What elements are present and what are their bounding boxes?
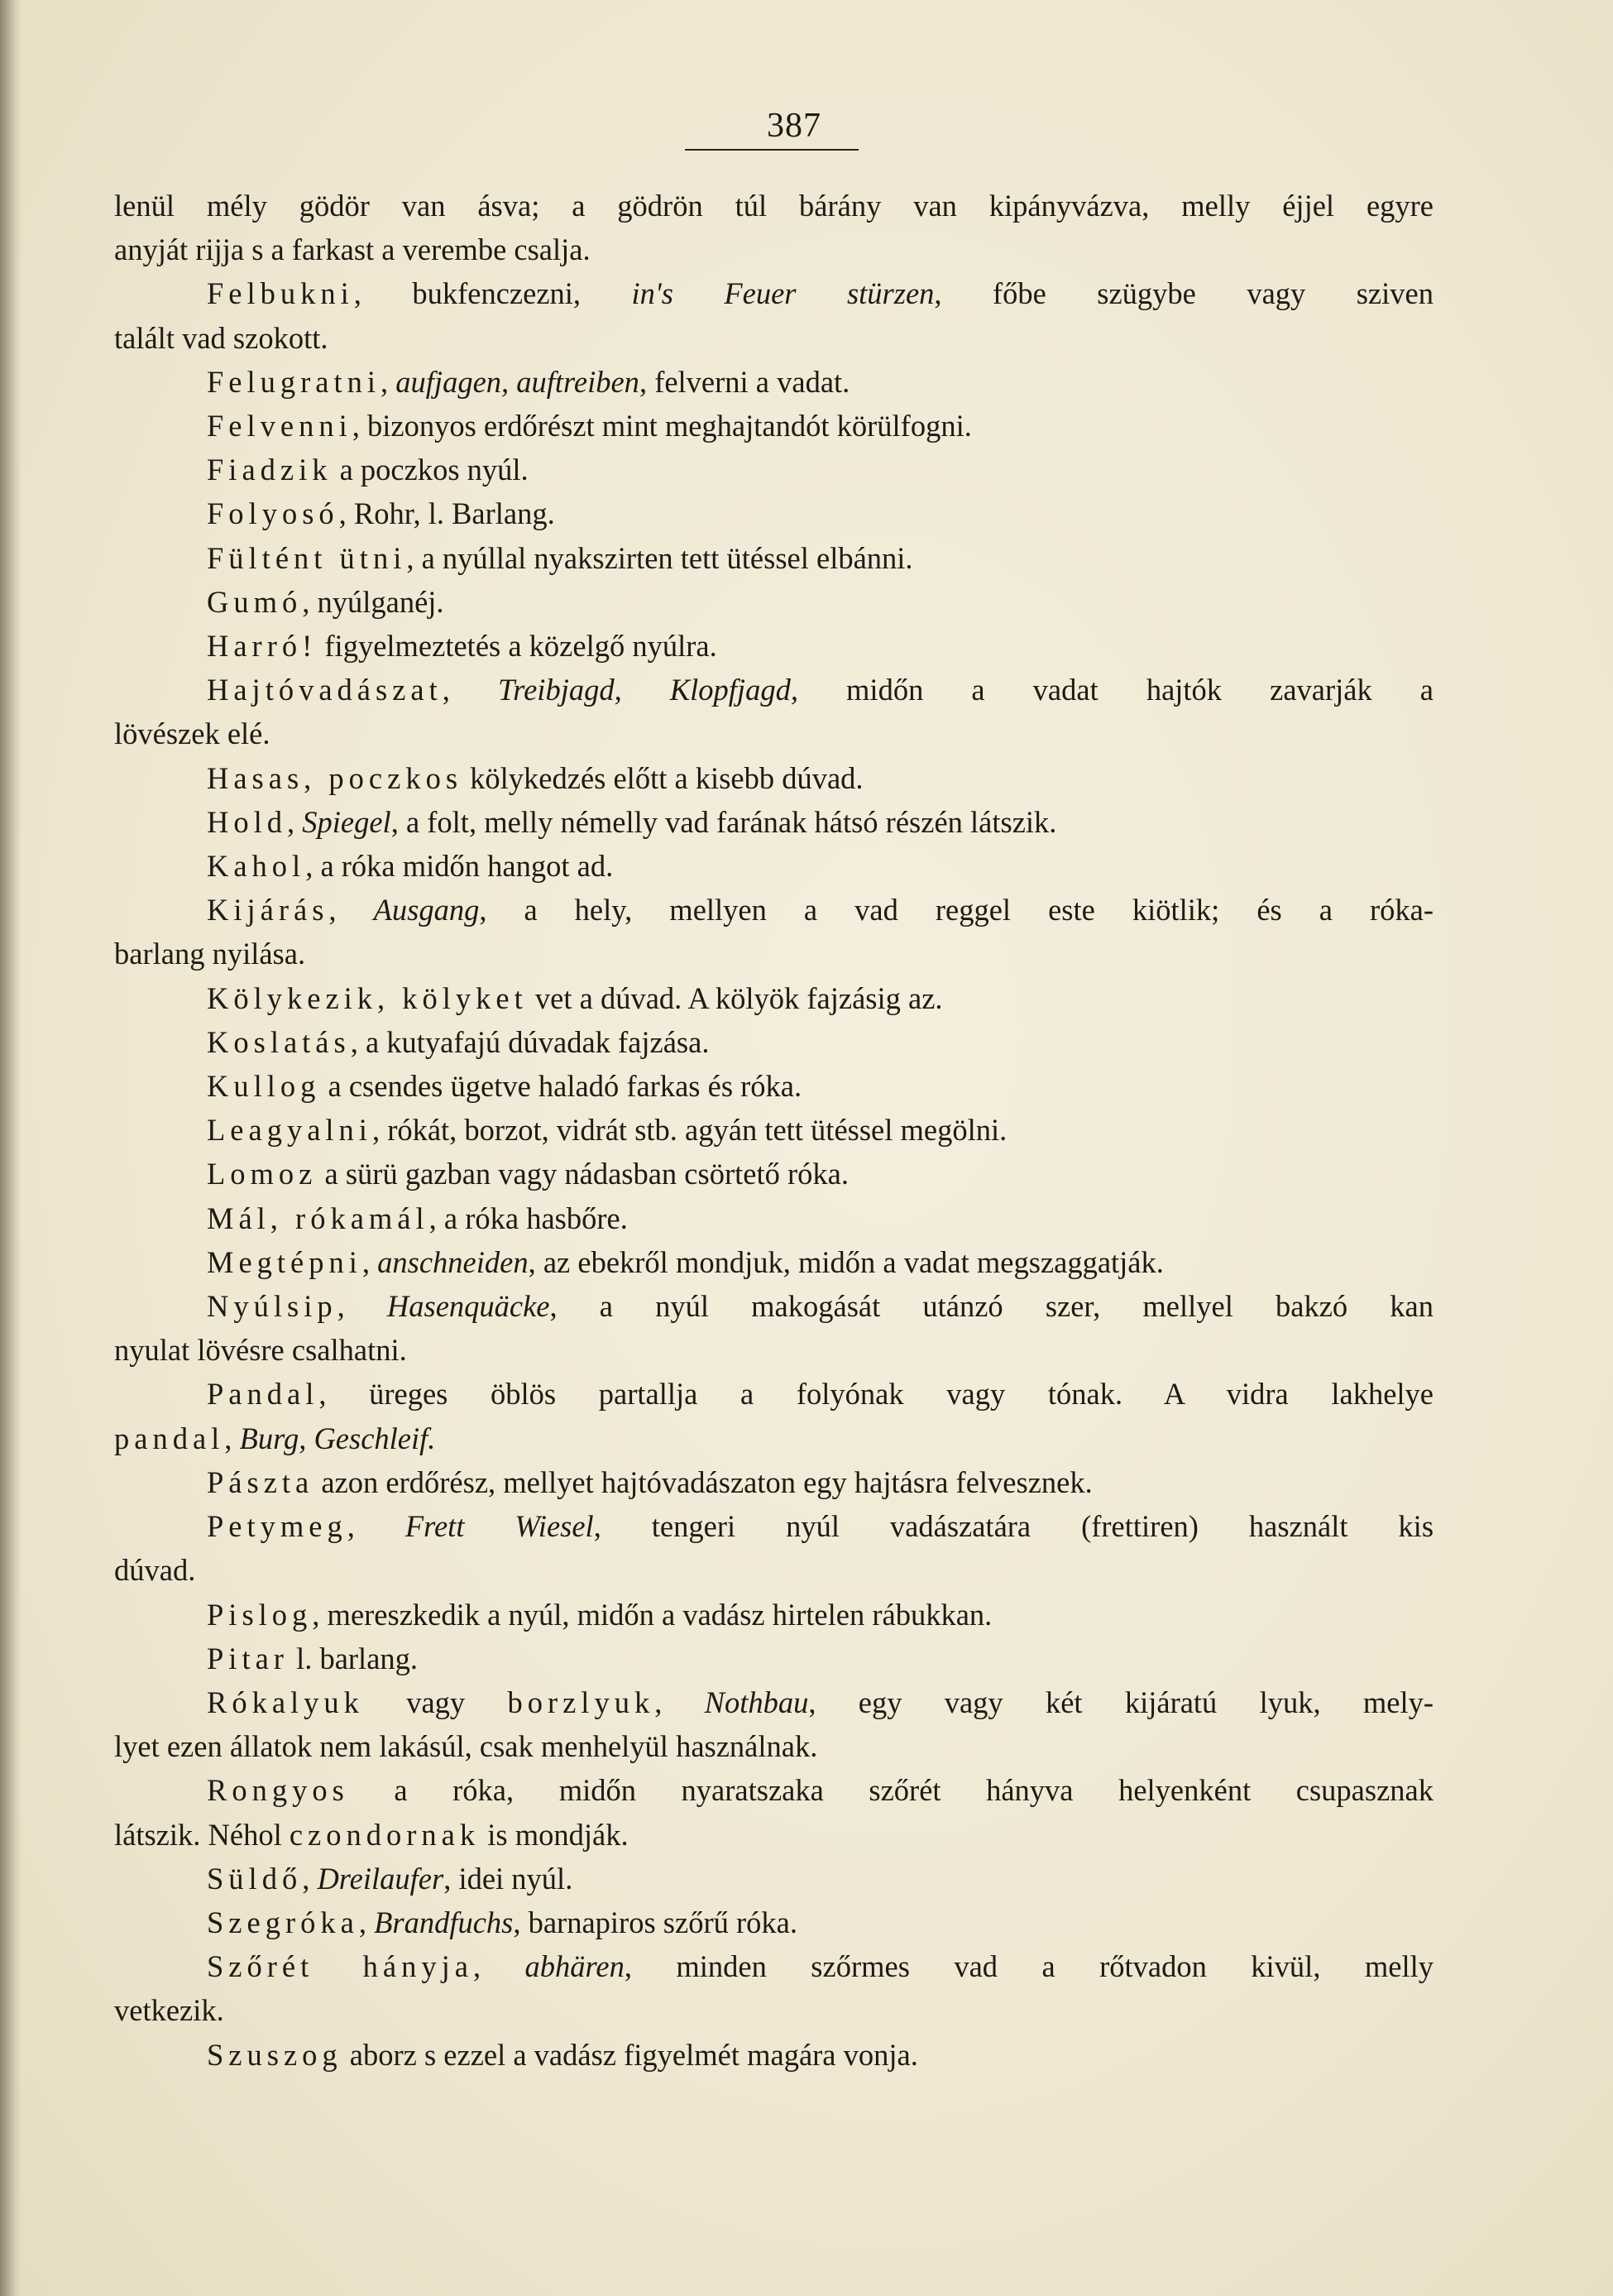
entry-term: Leagyalni [207, 1113, 372, 1148]
text-line [114, 580, 1434, 624]
text-line [114, 271, 1434, 315]
text-line [114, 1680, 1434, 1724]
text-line [114, 888, 1434, 932]
text-segment: , az ebekről mondjuk, midőn a vadat megszaggatják. [528, 1244, 1164, 1279]
text-segment: , nyúlganéj. [302, 584, 444, 619]
text-line [114, 976, 1434, 1020]
entry-term: Felugratni [207, 364, 381, 399]
text-segment: , Rohr, l. Barlang. [338, 496, 555, 531]
text-line [114, 844, 1434, 888]
entry-term: Szőrét hányja [207, 1949, 473, 1984]
entry-term: Mál, rókamál [207, 1201, 429, 1235]
text-line [114, 1637, 1434, 1680]
text-segment: lövészek elé. [114, 717, 270, 751]
entry-term: Rókalyuk [207, 1685, 364, 1719]
text-line [114, 624, 1434, 668]
text-segment: , [302, 1861, 318, 1896]
text-segment: , a kutyafajú dúvadak fajzása. [350, 1024, 710, 1059]
german-term: Brandfuchs [374, 1905, 514, 1939]
text-line [114, 800, 1434, 844]
text-segment: vet a dúvad. A kölyök fajzásig az. [527, 980, 943, 1015]
entry-term: Kijárás [207, 893, 329, 928]
entry-term: Koslatás [207, 1024, 351, 1059]
text-segment: is mondják. [480, 1817, 629, 1852]
entry-term: Fiadzik [207, 453, 333, 487]
text-segment: a róka, midőn nyaratszaka szőrét hányva helyenként csupasznak [348, 1773, 1434, 1808]
german-term: Dreilaufer [317, 1861, 444, 1896]
german-term: Hasenquäcke [386, 1289, 550, 1324]
text-line [114, 1768, 1434, 1812]
text-segment: , tengeri nyúl vadászatára (frettiren) használt kis [593, 1509, 1434, 1544]
text-segment: , a nyúl makogását utánzó szer, mellyel bakzó kan [549, 1289, 1434, 1324]
entry-term: Felbukni [207, 276, 354, 311]
text-line [114, 712, 1434, 755]
entry-term: pandal [114, 1421, 225, 1455]
text-segment: , barnapiros szőrű róka. [513, 1905, 797, 1939]
text-segment: aborz s ezzel a vadász figyelmét magára vonja. [342, 2037, 918, 2072]
text-line [114, 2033, 1434, 2077]
text-segment: talált vad szokott. [114, 320, 328, 355]
text-line [114, 360, 1434, 404]
entry-term: Harró! [207, 629, 318, 664]
entry-term: Szegróka [207, 1905, 359, 1939]
entry-term: Pislog [207, 1597, 313, 1632]
text-segment: , rókát, borzot, vidrát stb. agyán tett ütéssel megölni. [371, 1113, 1008, 1148]
text-line [114, 1372, 1434, 1416]
text-segment: anyját rijja s a farkast a verembe csalja. [114, 232, 591, 267]
text-segment: , [287, 804, 303, 839]
text-segment: , bukfenczezni, [353, 276, 632, 311]
german-term: aufjagen, auftreiben [395, 364, 639, 399]
entry-term: Petymeg [207, 1509, 347, 1544]
entry-term: Folyosó [207, 496, 339, 531]
text-segment: lenül mély gödör van ásva; a gödrön túl bárány van kipányvázva, melly éjjel egyre [114, 189, 1434, 223]
text-segment: , a folt, melly némelly vad farának hátsó részén látszik. [390, 804, 1057, 839]
text-segment: , a róka midőn hangot ad. [305, 849, 614, 884]
entry-term: Hasas, poczkos [207, 760, 463, 795]
text-segment: , [328, 893, 374, 928]
text-segment: , [361, 1244, 378, 1279]
text-line [114, 1196, 1434, 1240]
text-segment: , [358, 1905, 375, 1939]
text-line [114, 1064, 1434, 1108]
text-line [114, 316, 1434, 360]
entry-term: Fültént ütni [207, 540, 407, 575]
text-segment: figyelmeztetés a közelgő nyúlra. [317, 629, 717, 664]
text-segment: , [654, 1685, 705, 1719]
text-segment: , a róka hasbőre. [428, 1201, 628, 1235]
german-term: Frett Wiesel [404, 1509, 594, 1544]
text-line [114, 228, 1434, 271]
text-segment: , [224, 1421, 240, 1455]
text-segment: azon erdőrész, mellyet hajtóvadászaton egy hajtásra felvesznek. [314, 1464, 1093, 1499]
text-line [114, 668, 1434, 712]
text-line [114, 1944, 1434, 1988]
text-segment: , felverni a vadat. [639, 364, 850, 399]
text-line [114, 448, 1434, 491]
entry-term: Kölykezik, kölyket [207, 980, 528, 1015]
text-segment: , idei nyúl. [443, 1861, 573, 1896]
text-segment: lyet ezen állatok nem lakásúl, csak menhelyül használnak. [114, 1729, 818, 1764]
text-line [114, 1152, 1434, 1196]
text-line [114, 404, 1434, 448]
text-segment: vetkezik. [114, 1993, 224, 2028]
text-segment: , bizonyos erdőrészt mint meghajtandót körülfogni. [352, 409, 972, 443]
german-term: Treibjagd, Klopfjagd, [497, 673, 798, 707]
text-line [114, 1724, 1434, 1768]
text-segment: , a hely, mellyen a vad reggel este kiötlik; és a róka- [479, 893, 1434, 928]
text-segment: , mereszkedik a nyúl, midőn a vadász hirtelen rábukkan. [312, 1597, 993, 1632]
text-segment: a poczkos nyúl. [332, 453, 529, 487]
text-segment: látszik. Néhol [114, 1817, 290, 1852]
text-segment: , [347, 1509, 405, 1544]
entry-term: Pászta [207, 1464, 314, 1499]
text-line [114, 1504, 1434, 1548]
text-segment: , üreges öblös partallja a folyónak vagy tónak. A vidra lakhelye [318, 1377, 1434, 1412]
page-number-rule [685, 149, 859, 151]
entry-term: Lomoz [207, 1157, 318, 1191]
german-term: Burg, Geschleif. [239, 1421, 436, 1455]
text-segment: nyulat lövésre csalhatni. [114, 1333, 407, 1368]
entry-term: Hajtóvadászat [207, 673, 443, 707]
text-line [114, 1988, 1434, 2032]
entry-term: czondornak [289, 1817, 481, 1852]
text-segment: , [442, 673, 498, 707]
text-line [114, 536, 1434, 580]
text-line [114, 1813, 1434, 1857]
text-segment: barlang nyilása. [114, 937, 306, 971]
german-term: abhären [524, 1949, 625, 1984]
page-number: 387 [767, 107, 821, 145]
text-segment: , [472, 1949, 525, 1984]
text-segment: , főbe szügybe vagy sziven [934, 276, 1434, 311]
text-segment: , a nyúllal nyakszirten tett ütéssel elbánni. [406, 540, 913, 575]
page-gutter-shadow [0, 0, 22, 2296]
text-line [114, 1240, 1434, 1284]
text-line [114, 1460, 1434, 1504]
german-term: Nothbau [704, 1685, 809, 1719]
entry-term: Rongyos [207, 1773, 349, 1808]
text-line [114, 1548, 1434, 1592]
text-line [114, 1284, 1434, 1328]
text-segment: , egy vagy két kijáratú lyuk, mely- [808, 1685, 1434, 1719]
entry-term: Kullog [207, 1069, 321, 1104]
text-line [114, 1593, 1434, 1637]
text-segment: kölykedzés előtt a kisebb dúvad. [462, 760, 864, 795]
text-segment: a sürü gazban vagy nádasban csörtető róka. [317, 1157, 849, 1191]
german-term: in's Feuer stürzen [631, 276, 935, 311]
text-segment: , [337, 1289, 387, 1324]
text-segment: , minden szőrmes vad a rőtvadon kivül, melly [624, 1949, 1434, 1984]
entry-term: Nyúlsip [207, 1289, 337, 1324]
text-line [114, 756, 1434, 800]
german-term: Ausgang [373, 893, 480, 928]
german-term: Spiegel [302, 804, 391, 839]
text-segment: , [381, 364, 396, 399]
german-term: anschneiden [377, 1244, 529, 1279]
text-line [114, 932, 1434, 975]
entry-term: Gumó [207, 584, 303, 619]
text-line [114, 1901, 1434, 1944]
text-segment: vagy [363, 1685, 508, 1719]
text-segment: dúvad. [114, 1553, 196, 1588]
entry-term: Pandal [207, 1377, 319, 1412]
text-segment: a csendes ügetve haladó farkas és róka. [320, 1069, 802, 1104]
entry-term: Megtépni [207, 1244, 362, 1279]
entry-term: borzlyuk [507, 1685, 655, 1719]
text-line [114, 184, 1434, 228]
text-line [114, 1108, 1434, 1152]
text-line [114, 1328, 1434, 1372]
entry-term: Süldő [207, 1861, 303, 1896]
entry-term: Felvenni [207, 409, 352, 443]
text-segment: l. barlang. [288, 1641, 419, 1675]
entry-term: Kahol [207, 849, 306, 884]
entry-term: Szuszog [207, 2037, 342, 2072]
text-line [114, 1020, 1434, 1064]
text-line [114, 1416, 1434, 1460]
text-line [114, 1857, 1434, 1901]
entry-term: Hold [207, 804, 287, 839]
text-line [114, 491, 1434, 535]
glossary-text [114, 184, 1434, 2077]
text-segment: midőn a vadat hajtók zavarják a [797, 673, 1434, 707]
entry-term: Pitar [207, 1641, 289, 1675]
